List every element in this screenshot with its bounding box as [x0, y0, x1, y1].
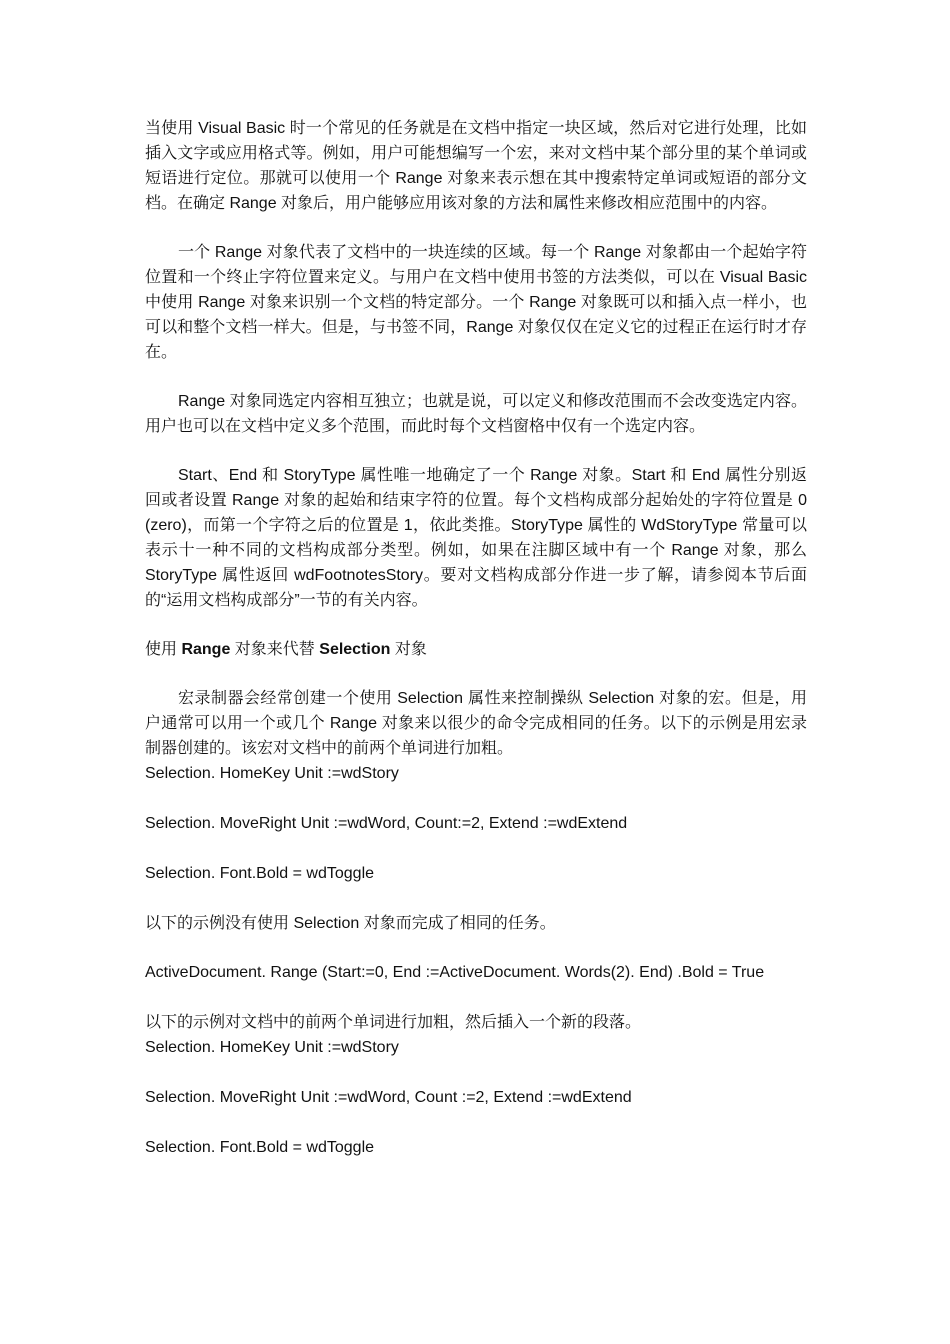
code-line: Selection. MoveRight Unit :=wdWord, Count :=2, Extend :=wdExtend	[145, 1089, 632, 1106]
section-heading	[145, 637, 807, 662]
code-line: Selection. HomeKey Unit :=wdStory	[145, 1039, 399, 1056]
code-line: ActiveDocument. Range (Start:=0, End :=ActiveDocument. Words(2). End) .Bold = True	[145, 964, 765, 981]
paragraph-range-definition: 一个 Range 对象代表了文档中的一块连续的区域。每一个 Range 对象都由一个起始字符位置和一个终止字符位置来定义。与用户在文档中使用书签的方法类似，可以在 Visual Basic 中使用 Range 对象来识别一个文档的特定部分。一个 Range 对象既可以和插入点一样小，也可以和整个文档一样大。但是，与书签不同，Range 对象仅仅在定义它的过程正在运行时才存在。	[145, 244, 807, 361]
heading-suffix: 对象	[390, 641, 427, 658]
paragraph-no-selection: 以下的示例没有使用 Selection 对象而完成了相同的任务。	[145, 915, 556, 932]
heading-mid: 对象来代替	[230, 641, 320, 658]
code-line: Selection. HomeKey Unit :=wdStory	[145, 765, 399, 782]
heading-bold-selection: Selection	[319, 641, 391, 658]
document-page	[145, 116, 807, 1185]
code-line: Selection. MoveRight Unit :=wdWord, Count:=2, Extend :=wdExtend	[145, 815, 628, 832]
heading-bold-range: Range	[181, 641, 231, 658]
paragraph-range-independence: Range 对象同选定内容相互独立；也就是说，可以定义和修改范围而不会改变选定内容。用户也可以在文档中定义多个范围，而此时每个文档窗格中仅有一个选定内容。	[145, 393, 807, 435]
code-line: Selection. Font.Bold = wdToggle	[145, 865, 375, 882]
code-line: Selection. Font.Bold = wdToggle	[145, 1139, 375, 1156]
paragraph-macro-recorder: 宏录制器会经常创建一个使用 Selection 属性来控制操纵 Selection 对象的宏。但是，用户通常可以用一个或几个 Range 对象来以很少的命令完成相同的任务。以下的示例是用宏录制器创建的。该宏对文档中的前两个单词进行加粗。	[145, 690, 807, 757]
heading-prefix: 使用	[145, 641, 182, 658]
paragraph-intro: 当使用 Visual Basic 时一个常见的任务就是在文档中指定一块区域，然后对它进行处理，比如插入文字或应用格式等。例如，用户可能想编写一个宏，来对文档中某个部分里的某个单词或短语进行定位。那就可以使用一个 Range 对象来表示想在其中搜索特定单词或短语的部分文档。在确定 Range 对象后，用户能够应用该对象的方法和属性来修改相应范围中的内容。	[145, 120, 807, 212]
paragraph-start-end-storytype: Start、End 和 StoryType 属性唯一地确定了一个 Range 对象。Start 和 End 属性分别返回或者设置 Range 对象的起始和结束字符的位置。每个文档构成部分起始处的字符位置是 0 (zero)，而第一个字符之后的位置是 1，依此类推。StoryType 属性的 WdStoryType 常量可以表示十一种不同的文档构成部分类型。例如，如果在注脚区域中有一个 Range 对象，那么 StoryType 属性返回 wdFootnotesStory。要对文档构成部分作进一步了解，请参阅本节后面的“运用文档构成部分”一节的有关内容。	[145, 467, 807, 609]
paragraph-bold-and-insert: 以下的示例对文档中的前两个单词进行加粗，然后插入一个新的段落。	[145, 1014, 642, 1031]
